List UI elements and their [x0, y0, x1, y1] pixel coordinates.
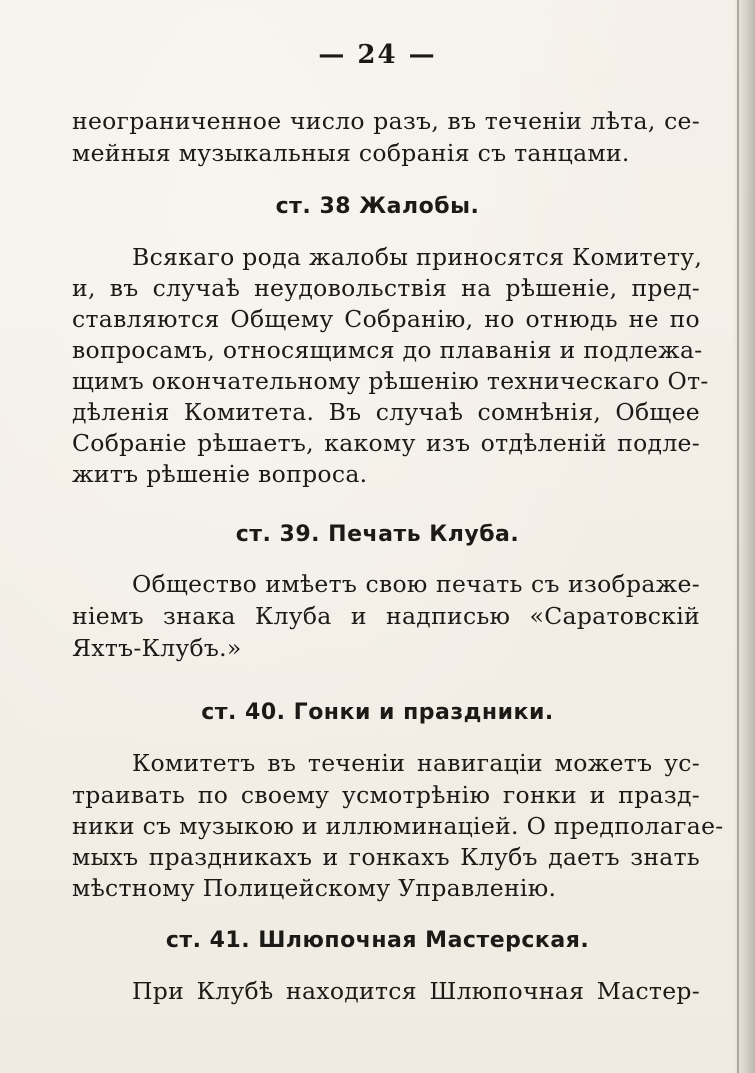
paragraph-line: вопросамъ, относящимся до плаванія и подлежа- [72, 336, 703, 364]
paragraph-line: и, въ случаѣ неудовольствія на рѣшеніе, пред- [72, 274, 700, 302]
paragraph-line: При Клубѣ находится Шлюпочная Мастер- [132, 977, 700, 1005]
paragraph-line: ники съ музыкою и иллюминаціей. О предполагае- [72, 812, 724, 840]
paragraph-line: ставляются Общему Собранію, но отнюдь не по [72, 305, 700, 333]
section-heading-38: ст. 38 Жалобы. [275, 194, 480, 219]
paragraph-line: дѣленія Комитета. Въ случаѣ сомнѣнія, Общее [72, 398, 700, 426]
paragraph-line: мейныя музыкальныя собранія съ танцами. [72, 139, 630, 167]
section-heading-41: ст. 41. Шлюпочная Мастерская. [165, 928, 590, 953]
paragraph-line: Яхтъ-Клубъ.» [72, 634, 242, 662]
paragraph-line: мыхъ праздникахъ и гонкахъ Клубъ даетъ знать [72, 843, 700, 871]
paragraph-line: ніемъ знака Клуба и надписью «Саратовскій [72, 602, 700, 630]
paragraph-line: мѣстному Полицейскому Управленію. [72, 874, 557, 902]
page-number: — 24 — [318, 40, 437, 70]
paragraph-line: неограниченное число разъ, въ теченіи лѣта, се- [72, 107, 700, 135]
paragraph-line: траивать по своему усмотрѣнію гонки и празд- [72, 781, 700, 809]
paragraph-line: Общество имѣетъ свою печать съ изображе- [132, 570, 700, 598]
paragraph-line: Комитетъ въ теченіи навигаціи можетъ ус- [132, 749, 700, 777]
paragraph-line: Собраніе рѣшаетъ, какому изъ отдѣленій подле- [72, 429, 700, 457]
paragraph-line: житъ рѣшеніе вопроса. [72, 460, 368, 488]
section-heading-39: ст. 39. Печать Клуба. [235, 522, 520, 547]
section-heading-40: ст. 40. Гонки и праздники. [201, 700, 554, 725]
paragraph-line: щимъ окончательному рѣшенію техническаго От- [72, 367, 709, 395]
paragraph-line: Всякаго рода жалобы приносятся Комитету, [132, 243, 703, 271]
